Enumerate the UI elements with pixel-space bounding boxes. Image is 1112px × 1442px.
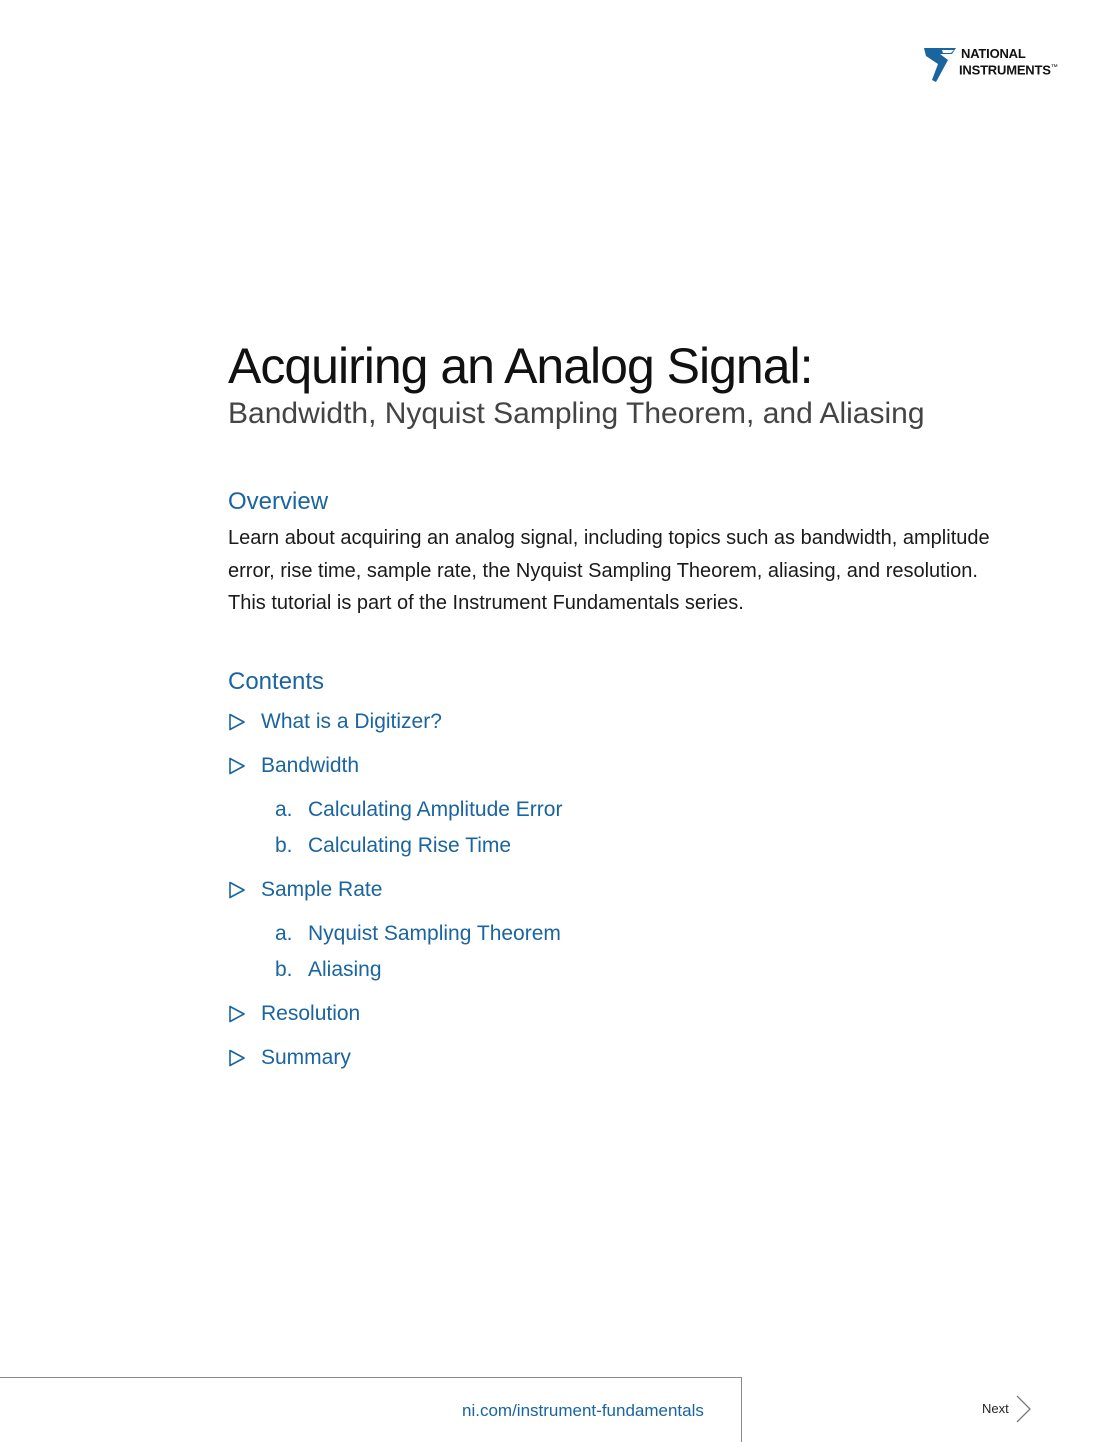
triangle-right-icon <box>228 1005 246 1023</box>
toc-item-label: Resolution <box>261 1002 361 1025</box>
triangle-right-icon <box>228 713 246 731</box>
logo-trademark: ™ <box>1050 64 1058 71</box>
toc-item-label: Summary <box>261 1046 351 1069</box>
logo-line-1: NATIONAL <box>961 46 1026 61</box>
toc-item-label: What is a Digitizer? <box>261 710 442 733</box>
toc-subitem-label: Calculating Rise Time <box>308 834 512 857</box>
page-subtitle: Bandwidth, Nyquist Sampling Theorem, and Aliasing <box>228 397 925 430</box>
toc-subitem-label: Calculating Amplitude Error <box>308 798 563 821</box>
toc-subitem-letter: b. <box>275 834 293 857</box>
footer-url-link[interactable]: ni.com/instrument-fundamentals <box>462 1401 704 1420</box>
triangle-right-icon <box>228 881 246 899</box>
triangle-right-icon <box>228 1049 246 1067</box>
next-page-button[interactable] <box>982 1392 1042 1426</box>
overview-heading: Overview <box>228 488 329 515</box>
national-instruments-logo <box>922 44 1072 86</box>
overview-text: Learn about acquiring an analog signal, including topics such as bandwidth, amplitude error, rise time, sample rate, the Nyquist Sampling Theorem, aliasing, and resolution. This tutorial is part of the Instrument Fundamentals series. <box>228 527 990 614</box>
ni-eagle-icon <box>922 44 958 82</box>
contents-heading: Contents <box>228 668 325 695</box>
toc-subitem-label: Nyquist Sampling Theorem <box>308 922 561 945</box>
toc-item-label: Sample Rate <box>261 878 383 901</box>
toc-subitem-letter: a. <box>275 798 293 821</box>
toc-item-label: Bandwidth <box>261 754 360 777</box>
footer-divider-horizontal <box>0 1377 742 1378</box>
toc-subitem-label: Aliasing <box>308 958 382 981</box>
toc-subitem-letter: b. <box>275 958 293 981</box>
next-label: Next <box>982 1401 1009 1416</box>
page-title: Acquiring an Analog Signal: <box>228 338 813 394</box>
logo-line-2: INSTRUMENTS <box>959 62 1051 78</box>
triangle-right-icon <box>228 757 246 775</box>
toc-subitem-letter: a. <box>275 922 293 945</box>
footer-divider-vertical <box>741 1377 742 1442</box>
chevron-right-icon <box>1015 1394 1033 1424</box>
